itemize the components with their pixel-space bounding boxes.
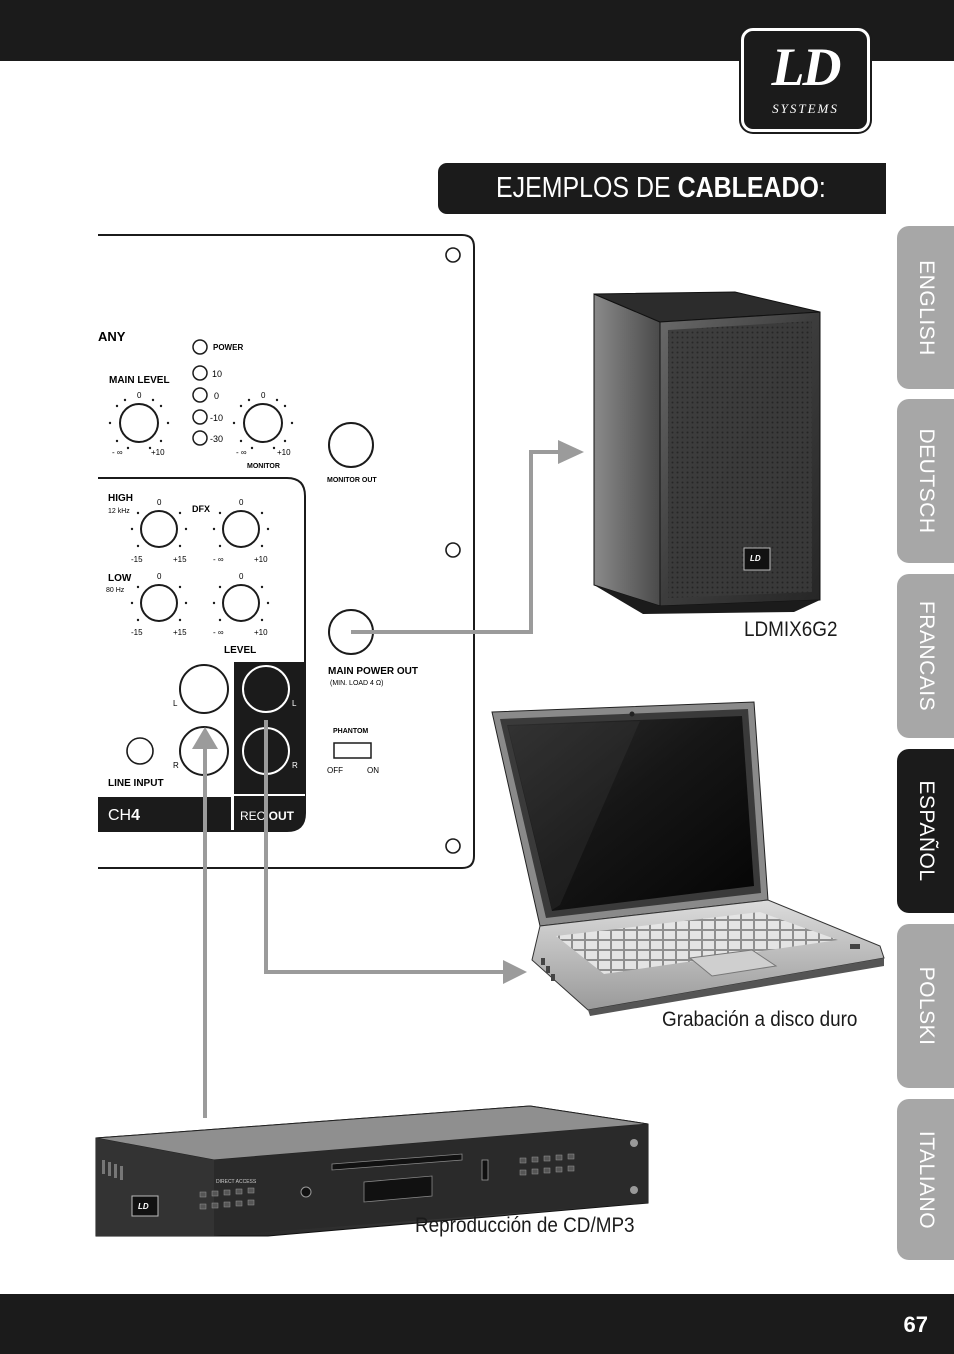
channel-label: CH4 xyxy=(108,807,141,824)
knob-scale: -15 xyxy=(131,555,143,564)
rec-out-divider xyxy=(234,794,305,796)
phantom-on-label: ON xyxy=(367,766,379,775)
knob-scale: -15 xyxy=(131,628,143,637)
logo-sub-text: SYSTEMS xyxy=(772,101,839,116)
speaker-illustration xyxy=(594,292,820,614)
channel-level-knob xyxy=(223,585,259,621)
led-label: -30 xyxy=(210,434,224,444)
arrow-head xyxy=(558,440,584,464)
cd-player-caption: Reproducción de CD/MP3 xyxy=(415,1214,635,1237)
level-led xyxy=(193,366,207,380)
knob-scale: 0 xyxy=(239,498,244,507)
main-level-knob xyxy=(120,404,158,442)
panel-screw xyxy=(446,248,460,262)
laptop-caption: Grabación a disco duro xyxy=(662,1008,858,1031)
speaker-caption: LDMIX6G2 xyxy=(744,618,838,641)
tab-label: POLSKI xyxy=(914,966,938,1046)
knob-scale: +15 xyxy=(173,628,187,637)
power-led xyxy=(193,340,207,354)
phantom-label: PHANTOM xyxy=(333,728,369,735)
tab-label: DEUTSCH xyxy=(914,428,938,534)
cd-direct-access: DIRECT ACCESS xyxy=(216,1179,257,1185)
monitor-out-label: MONITOR OUT xyxy=(327,477,377,484)
knob-scale: 0 xyxy=(157,572,162,581)
level-led xyxy=(193,388,207,402)
page-number: 67 xyxy=(903,1312,928,1337)
knob-scale: - ∞ xyxy=(213,628,224,637)
line-input-label: LINE INPUT xyxy=(108,778,164,789)
jack-l-label: L xyxy=(173,699,178,708)
rec-out-left-jack xyxy=(243,666,289,712)
mixer-panel xyxy=(98,235,474,868)
title-prefix: EJEMPLOS DE xyxy=(496,172,678,204)
knob-scale: +15 xyxy=(173,555,187,564)
title-suffix: : xyxy=(818,172,826,204)
main-power-note: (MIN. LOAD 4 Ω) xyxy=(330,680,384,687)
knob-scale: +10 xyxy=(254,628,268,637)
power-label: POWER xyxy=(213,343,244,352)
panel-screw xyxy=(446,839,460,853)
line-input-left-jack xyxy=(180,665,228,713)
cable-main-power-to-speaker xyxy=(351,452,568,632)
low-label: LOW xyxy=(108,573,132,584)
monitor-label: MONITOR xyxy=(247,463,280,470)
monitor-knob xyxy=(244,404,282,442)
low-eq-knob xyxy=(141,585,177,621)
jack-r-label: R xyxy=(292,761,298,770)
phantom-switch xyxy=(334,743,371,758)
jack-r-label: R xyxy=(173,761,179,770)
level-led xyxy=(193,410,207,424)
high-freq: 12 kHz xyxy=(108,508,130,515)
laptop-illustration xyxy=(492,702,884,1016)
title-bold: CABLEADO xyxy=(677,172,819,204)
jack-l-label: L xyxy=(292,699,297,708)
level-label: LEVEL xyxy=(224,645,257,656)
knob-scale: - ∞ xyxy=(236,448,247,457)
led-label: 0 xyxy=(214,391,220,401)
speaker-logo-text: LD xyxy=(750,554,761,563)
knob-scale: +10 xyxy=(277,448,291,457)
knob-scale: - ∞ xyxy=(112,448,123,457)
tab-label: ITALIANO xyxy=(914,1130,938,1229)
led-label: -10 xyxy=(210,413,224,423)
brand-fragment: ANY xyxy=(98,329,126,344)
rec-out-label: REC OUT xyxy=(240,809,295,823)
knob-scale: 0 xyxy=(137,391,142,400)
high-label: HIGH xyxy=(108,493,133,504)
high-eq-knob xyxy=(141,511,177,547)
knob-scale: 0 xyxy=(157,498,162,507)
dfx-knob xyxy=(223,511,259,547)
main-power-out-label: MAIN POWER OUT xyxy=(328,666,418,677)
knob-scale: +10 xyxy=(254,555,268,564)
tab-label: ESPAÑOL xyxy=(914,780,938,882)
dfx-label: DFX xyxy=(192,504,210,514)
line-input-small-jack xyxy=(127,738,153,764)
logo-main-text: LD xyxy=(771,37,840,97)
tab-label: ENGLISH xyxy=(914,259,938,356)
knob-scale: +10 xyxy=(151,448,165,457)
panel-screw xyxy=(446,543,460,557)
bottom-bar xyxy=(0,1294,954,1354)
knob-scale: - ∞ xyxy=(213,555,224,564)
led-label: 10 xyxy=(212,369,223,379)
low-freq: 80 Hz xyxy=(106,587,125,594)
level-led xyxy=(193,431,207,445)
phantom-off-label: OFF xyxy=(327,766,343,775)
monitor-out-jack xyxy=(329,423,373,467)
knob-scale: 0 xyxy=(261,391,266,400)
arrow-head xyxy=(503,960,527,984)
main-level-label: MAIN LEVEL xyxy=(109,375,170,386)
knob-scale: 0 xyxy=(239,572,244,581)
cd-logo-text: LD xyxy=(138,1202,149,1211)
tab-label: FRANCAIS xyxy=(914,600,938,712)
